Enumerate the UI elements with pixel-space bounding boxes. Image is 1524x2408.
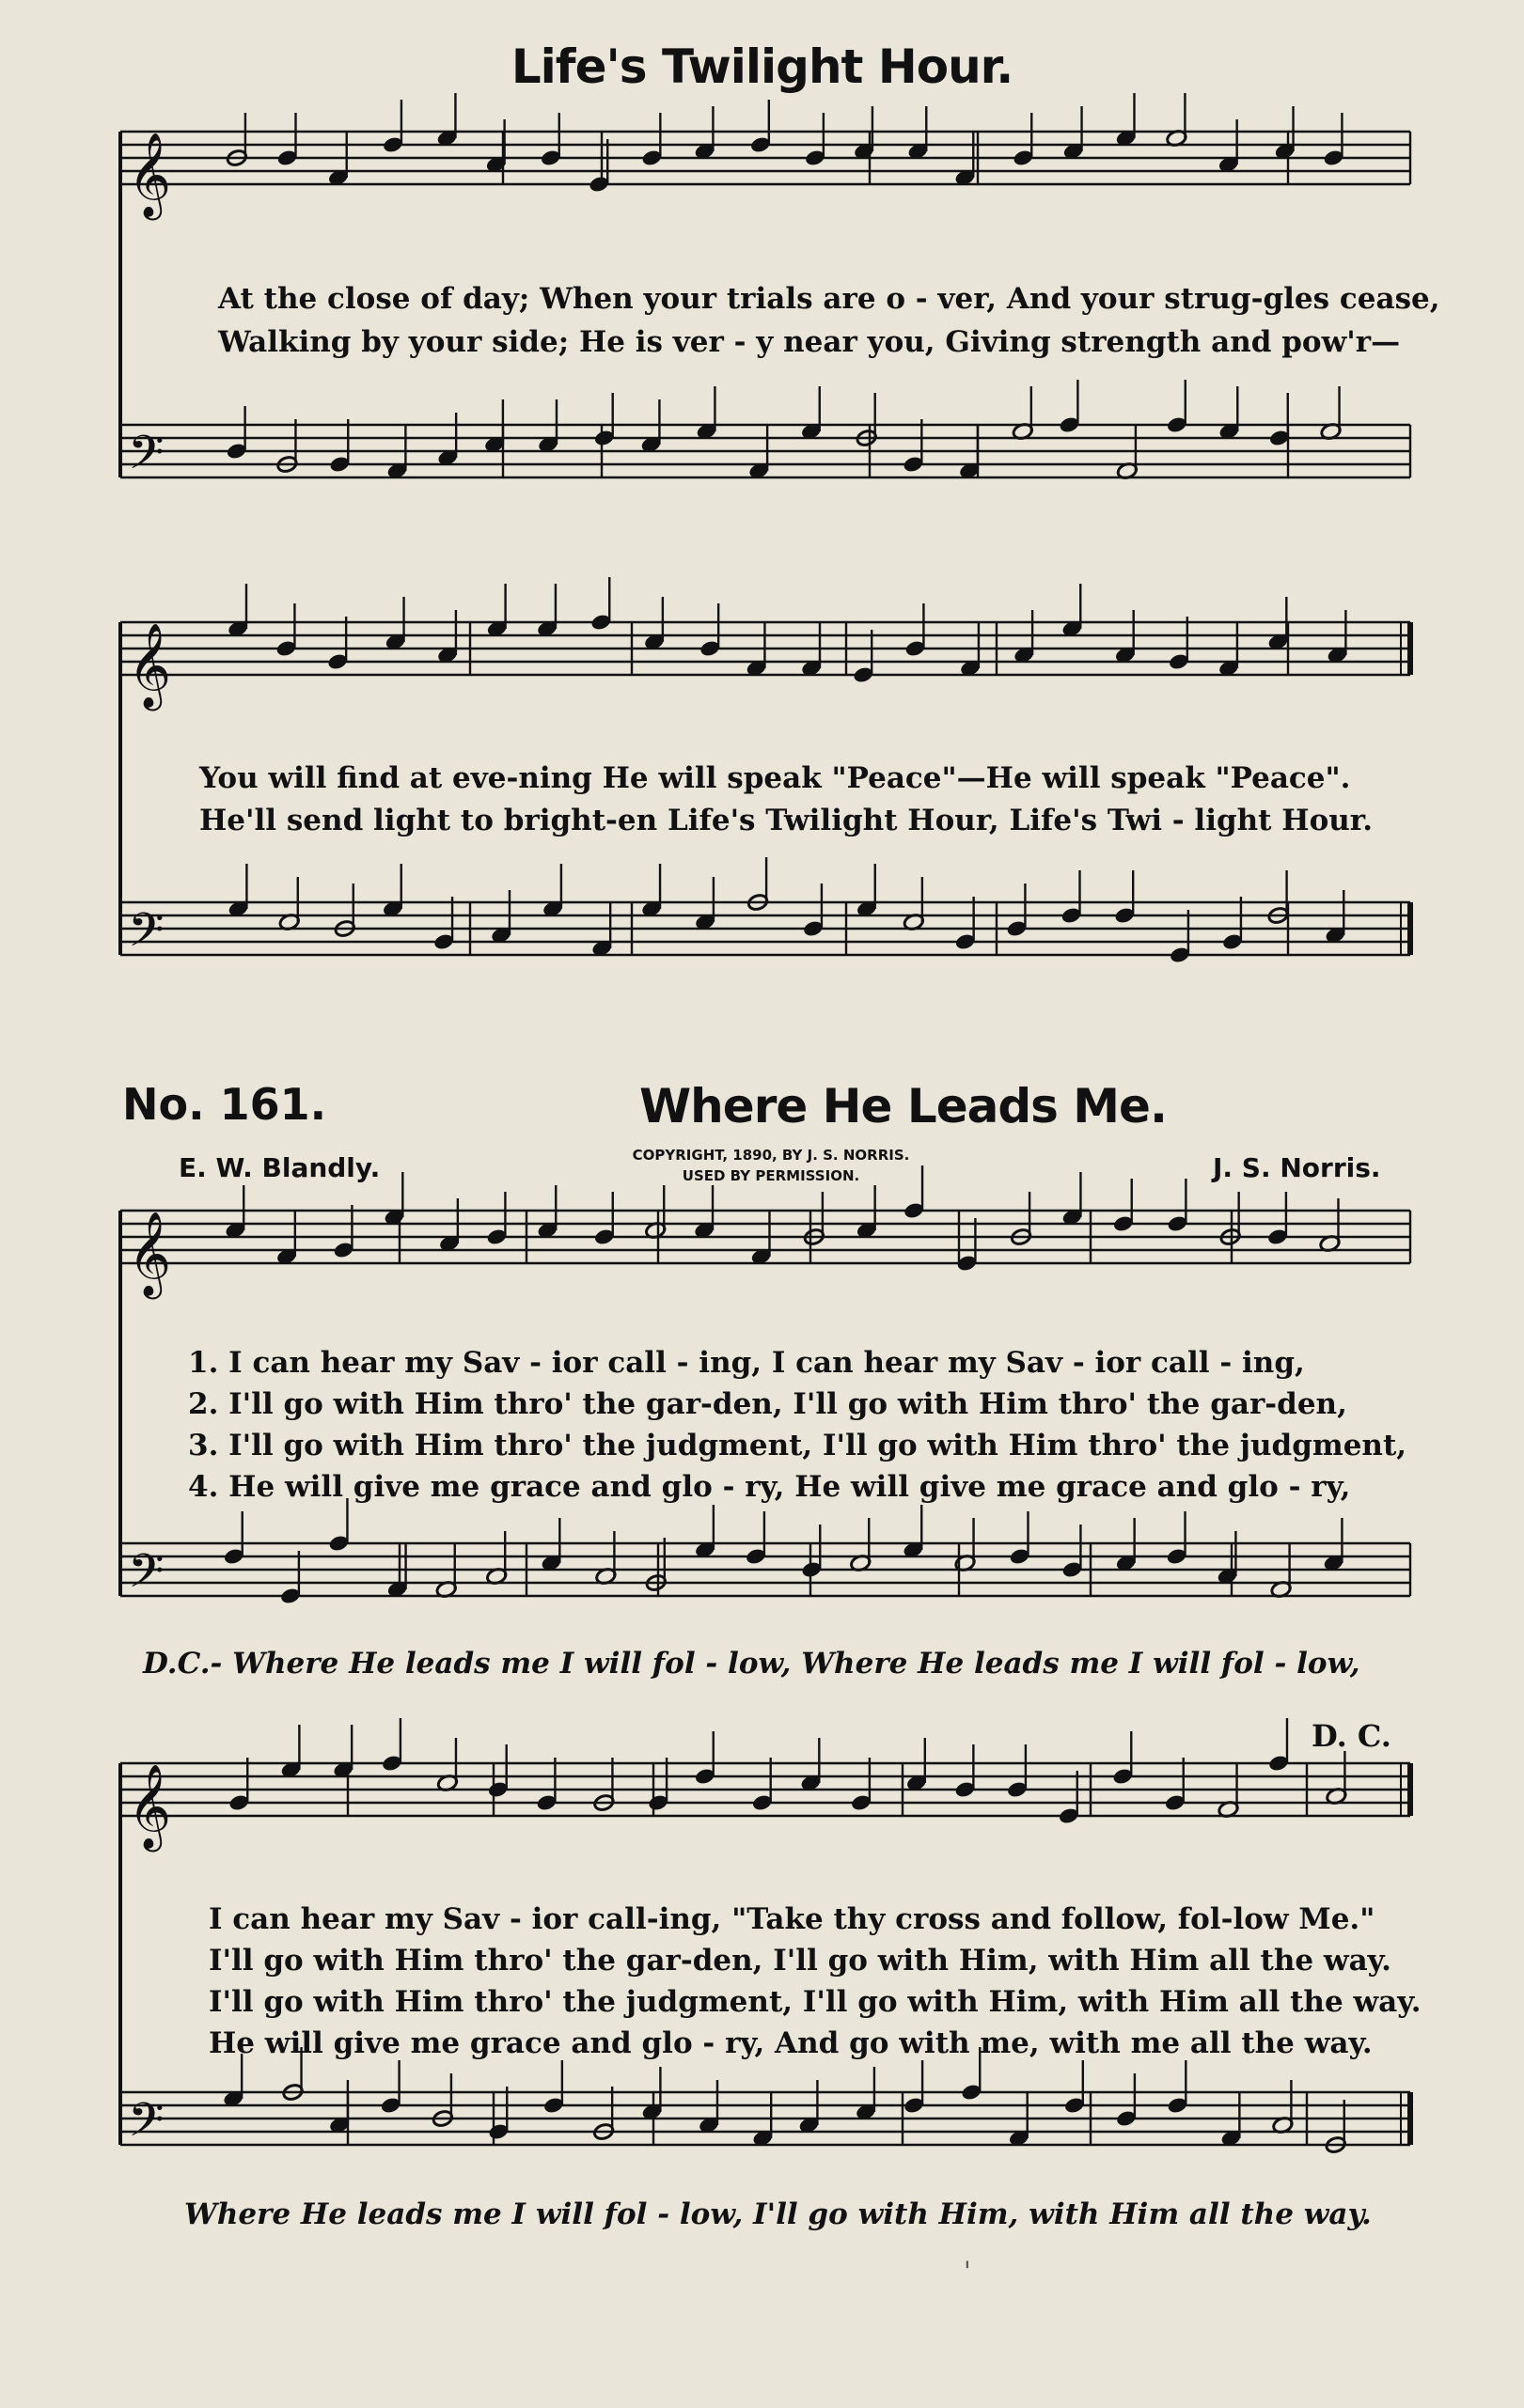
hymn2-title: Where He Leads Me. xyxy=(639,1079,1167,1134)
hymn2-s2-verse-2: I'll go with Him thro' the gar-den, I'll go with Him, with Him all the way. xyxy=(209,1944,1391,1978)
treble-clef: 𝄞 xyxy=(128,623,172,708)
hymn1-title: Life's Twilight Hour. xyxy=(511,39,1013,94)
copyright-notice xyxy=(564,1145,978,1186)
hymn1-s1-lyric-1: At the close of day; When your trials are o - ver, And your strug-gles cease, xyxy=(218,282,1440,316)
hymn2-s2-verse-3: I'll go with Him thro' the judgment, I'll go with Him, with Him all the way. xyxy=(209,1985,1422,2019)
dc-label: D. C. xyxy=(1312,1718,1391,1754)
treble-clef: 𝄞 xyxy=(128,1212,172,1296)
hymn2-number: No. 161. xyxy=(122,1079,327,1130)
hymn2-s2-verse-4: He will give me grace and glo - ry, And go with me, with me all the way. xyxy=(209,2026,1373,2060)
hymn2-s2-verse-1: I can hear my Sav - ior call-ing, "Take thy cross and follow, fol-low Me." xyxy=(209,1902,1375,1936)
bass-clef: 𝄢 xyxy=(128,1544,165,1610)
copyright-line-1: COPYRIGHT, 1890, BY J. S. NORRIS. xyxy=(632,1147,910,1164)
hymn2-s1-verse-1: 1. I can hear my Sav - ior call - ing, I can hear my Sav - ior call - ing, xyxy=(188,1346,1305,1380)
treble-clef: 𝄞 xyxy=(128,133,172,217)
hymn2-s1-verse-4: 4. He will give me grace and glo - ry, He will give me grace and glo - ry, xyxy=(188,1470,1351,1504)
bass-clef: 𝄢 xyxy=(128,903,165,969)
hymn1-s2-lyric-1: You will find at eve-ning He will speak "Peace"—He will speak "Peace". xyxy=(199,761,1351,795)
bass-clef: 𝄢 xyxy=(128,426,165,492)
treble-clef: 𝄞 xyxy=(128,1764,172,1849)
bass-clef: 𝄢 xyxy=(128,2093,165,2159)
hymn1-s2-lyric-2: He'll send light to bright-en Life's Twilight Hour, Life's Twi - light Hour. xyxy=(199,804,1374,837)
hymn2-s2-chorus: Where He leads me I will fol - low, I'll go with Him, with Him all the way. xyxy=(184,2197,1372,2231)
hymn1-s1-lyric-2: Walking by your side; He is ver - y near you, Giving strength and pow'r— xyxy=(218,325,1401,359)
hymn2-composer: J. S. Norris. xyxy=(1213,1152,1381,1183)
hymn2-s1-verse-2: 2. I'll go with Him thro' the gar-den, I'll go with Him thro' the gar-den, xyxy=(188,1387,1347,1421)
hymn2-s1-chorus: D.C.- Where He leads me I will fol - low, Where He leads me I will fol - low, xyxy=(143,1647,1360,1681)
hymn2-s1-verse-3: 3. I'll go with Him thro' the judgment, I'll go with Him thro' the judgment, xyxy=(188,1429,1407,1462)
page-mark: ' xyxy=(964,2256,971,2287)
copyright-line-2: USED BY PERMISSION. xyxy=(682,1167,860,1184)
hymn2-author: E. W. Blandly. xyxy=(179,1152,381,1183)
